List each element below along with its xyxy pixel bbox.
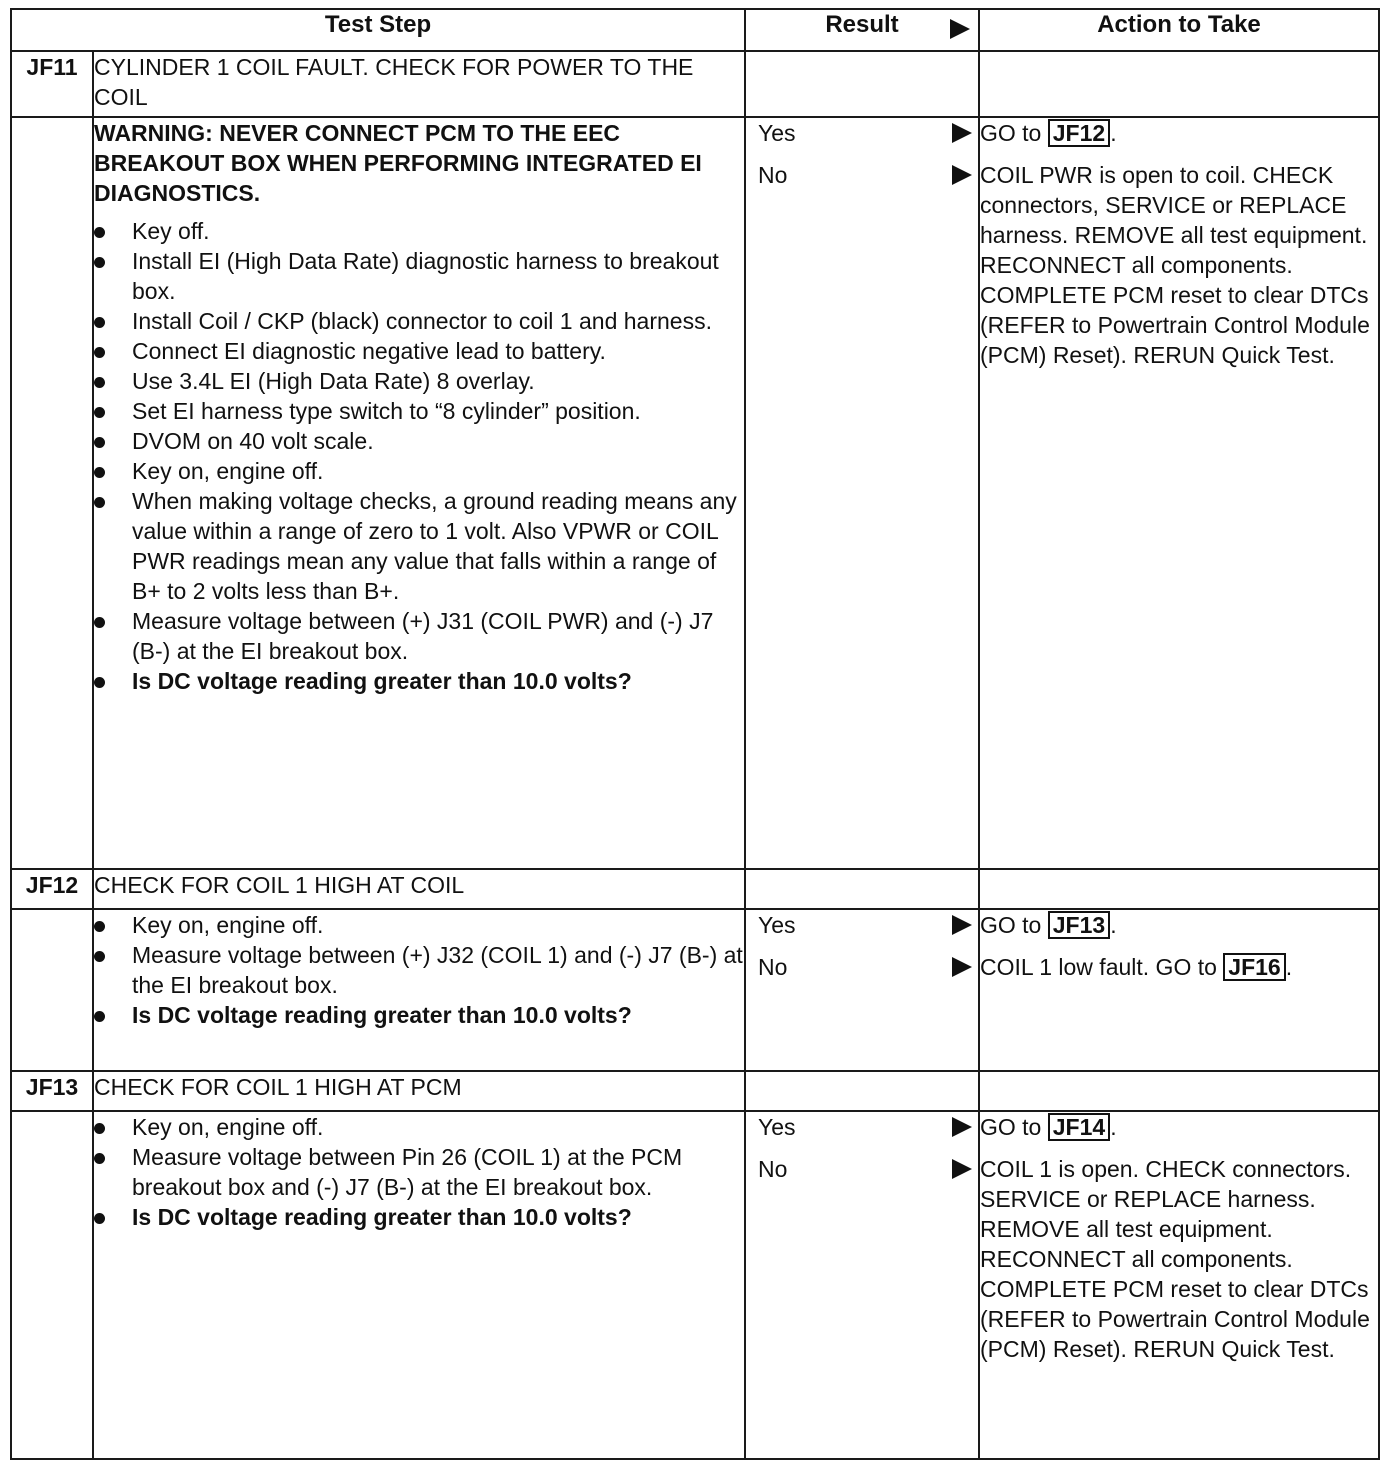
result-no-label: No — [758, 1156, 788, 1182]
arrow-right-icon — [952, 915, 972, 935]
action-cell-top — [979, 869, 1379, 909]
step-id: JF11 — [11, 51, 93, 117]
action-cell — [979, 1111, 1379, 1459]
action-cell-top — [979, 1071, 1379, 1111]
step-id-spacer — [11, 1111, 93, 1459]
action-yes-suffix: . — [1110, 912, 1117, 938]
list-item: Install Coil / CKP (black) connector to coil 1 and harness. — [94, 306, 744, 336]
step-id: JF13 — [11, 1071, 93, 1111]
step-body-row — [11, 909, 1379, 1071]
action-yes-prefix: GO to — [980, 912, 1048, 938]
action-cell — [979, 909, 1379, 1071]
step-body — [93, 909, 745, 1071]
step-id: JF12 — [11, 869, 93, 909]
result-no — [746, 952, 978, 994]
arrow-right-icon — [952, 1159, 972, 1179]
list-item: When making voltage checks, a ground reading means any value within a range of zero to 1 volt. Also VPWR or COIL PWR readings mean any value that falls within a range of B+ to 2 volts less than B+. — [94, 486, 744, 606]
result-yes-label: Yes — [758, 1114, 796, 1140]
result-cell — [745, 909, 979, 1071]
action-no-text: COIL PWR is open to coil. CHECK connectors, SERVICE or REPLACE harness. REMOVE all test equipment. RECONNECT all components. COMPLETE PCM reset to clear DTCs (REFER to Powertrain Control Module (PCM) Reset). RERUN Quick Test. — [980, 162, 1370, 368]
step-body — [93, 1111, 745, 1459]
pinpoint-test-table — [10, 8, 1380, 1460]
step-reference[interactable]: JF14 — [1048, 1113, 1110, 1141]
arrow-right-icon — [950, 19, 970, 39]
action-no-prefix: COIL 1 low fault. GO to — [980, 954, 1224, 980]
result-yes — [746, 1112, 978, 1154]
step-title-row — [11, 1071, 1379, 1111]
result-cell-top — [745, 1071, 979, 1111]
result-yes-label: Yes — [758, 912, 796, 938]
action-no-text: COIL 1 is open. CHECK connectors. SERVICE or REPLACE harness. REMOVE all test equipment. RECONNECT all components. COMPLETE PCM reset to clear DTCs (REFER to Powertrain Control Module (PCM) Reset). RERUN Quick Test. — [980, 1156, 1370, 1362]
list-item: Connect EI diagnostic negative lead to battery. — [94, 336, 744, 366]
action-yes-prefix: GO to — [980, 1114, 1048, 1140]
action-yes — [980, 910, 1378, 952]
question-item: Is DC voltage reading greater than 10.0 volts? — [94, 666, 744, 696]
header-action: Action to Take — [979, 9, 1379, 51]
header-result-label: Result — [825, 11, 899, 38]
header-result — [745, 9, 979, 51]
result-no — [746, 1154, 978, 1196]
step-title: CHECK FOR COIL 1 HIGH AT PCM — [93, 1071, 745, 1111]
result-no-label: No — [758, 162, 788, 188]
step-title-row — [11, 869, 1379, 909]
step-bullet-list — [94, 910, 744, 1030]
list-item: Key on, engine off. — [94, 1112, 744, 1142]
action-yes-suffix: . — [1110, 120, 1117, 146]
step-title: CHECK FOR COIL 1 HIGH AT COIL — [93, 869, 745, 909]
list-item: Use 3.4L EI (High Data Rate) 8 overlay. — [94, 366, 744, 396]
list-item: Set EI harness type switch to “8 cylinder” position. — [94, 396, 744, 426]
action-yes — [980, 118, 1378, 160]
result-yes — [746, 910, 978, 952]
step-id-spacer — [11, 117, 93, 869]
result-no — [746, 160, 978, 202]
list-item: Measure voltage between Pin 26 (COIL 1) at the PCM breakout box and (-) J7 (B-) at the EI breakout box. — [94, 1142, 744, 1202]
step-body-row — [11, 117, 1379, 869]
list-item: Measure voltage between (+) J32 (COIL 1) and (-) J7 (B-) at the EI breakout box. — [94, 940, 744, 1000]
step-reference[interactable]: JF16 — [1223, 953, 1285, 981]
action-cell — [979, 117, 1379, 869]
warning-text: WARNING: NEVER CONNECT PCM TO THE EEC BREAKOUT BOX WHEN PERFORMING INTEGRATED EI DIAGNOSTICS. — [94, 120, 702, 206]
step-title: CYLINDER 1 COIL FAULT. CHECK FOR POWER TO THE COIL — [93, 51, 745, 117]
arrow-right-icon — [952, 957, 972, 977]
step-bullet-list — [94, 1112, 744, 1232]
result-yes — [746, 118, 978, 160]
action-yes — [980, 1112, 1378, 1154]
list-item: Key on, engine off. — [94, 910, 744, 940]
step-reference[interactable]: JF13 — [1048, 911, 1110, 939]
step-id-spacer — [11, 909, 93, 1071]
result-yes-label: Yes — [758, 120, 796, 146]
step-title-row — [11, 51, 1379, 117]
list-item: Key on, engine off. — [94, 456, 744, 486]
arrow-right-icon — [952, 123, 972, 143]
result-cell — [745, 117, 979, 869]
list-item: Measure voltage between (+) J31 (COIL PWR) and (-) J7 (B-) at the EI breakout box. — [94, 606, 744, 666]
result-cell-top — [745, 51, 979, 117]
question-item: Is DC voltage reading greater than 10.0 volts? — [94, 1202, 744, 1232]
action-yes-suffix: . — [1110, 1114, 1117, 1140]
step-body-row — [11, 1111, 1379, 1459]
action-yes-prefix: GO to — [980, 120, 1048, 146]
step-bullet-list — [94, 216, 744, 696]
result-no-label: No — [758, 954, 788, 980]
action-no-suffix: . — [1285, 954, 1293, 980]
arrow-right-icon — [952, 1117, 972, 1137]
header-test-step: Test Step — [11, 9, 745, 51]
list-item: DVOM on 40 volt scale. — [94, 426, 744, 456]
table-header-row — [11, 9, 1379, 51]
list-item: Install EI (High Data Rate) diagnostic harness to breakout box. — [94, 246, 744, 306]
diagnostic-document — [10, 8, 1378, 1470]
list-item: Key off. — [94, 216, 744, 246]
result-cell-top — [745, 869, 979, 909]
step-body — [93, 117, 745, 869]
question-item: Is DC voltage reading greater than 10.0 volts? — [94, 1000, 744, 1030]
arrow-right-icon — [952, 165, 972, 185]
result-cell — [745, 1111, 979, 1459]
action-no — [980, 952, 1378, 994]
step-reference[interactable]: JF12 — [1048, 119, 1110, 147]
action-cell-top — [979, 51, 1379, 117]
